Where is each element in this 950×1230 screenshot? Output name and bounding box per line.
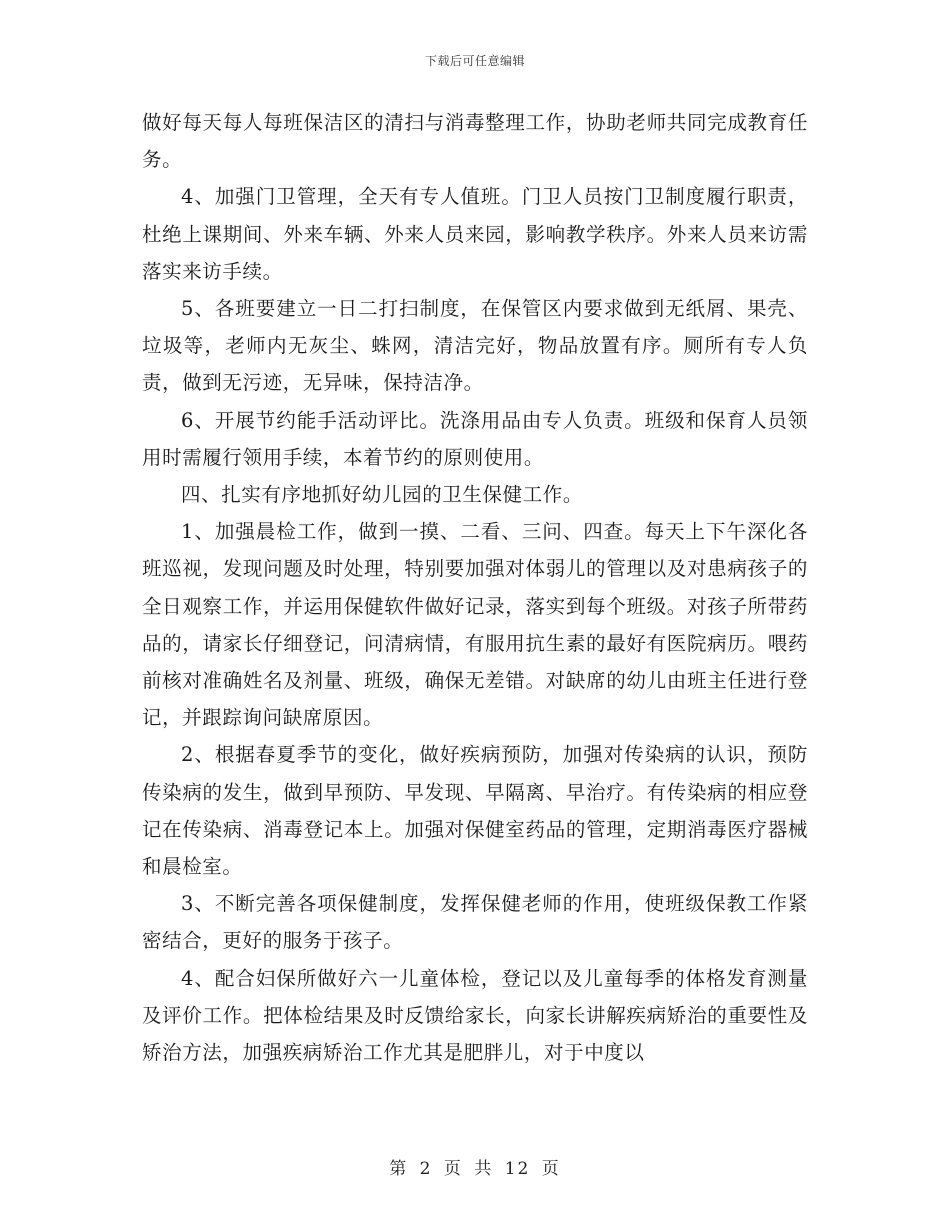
- paragraph-8: 3、不断完善各项保健制度，发挥保健老师的作用，使班级保教工作紧密结合，更好的服务于孩子。: [142, 892, 808, 953]
- section-heading: 四、扎实有序地抓好幼儿园的卫生保健工作。: [181, 483, 584, 507]
- document-body: [142, 104, 808, 1071]
- page-number: 第 2 页 共 12 页: [389, 1159, 561, 1179]
- paragraph-4: 6、开展节约能手活动评比。洗涤用品由专人负责。班级和保育人员领用时需履行领用手续，本着节约的原则使用。: [142, 408, 808, 469]
- paragraph-2: 4、加强门卫管理，全天有专人值班。门卫人员按门卫制度履行职责，杜绝上课期间、外来车辆、外来人员来园，影响教学秩序。外来人员来访需落实来访手续。: [142, 185, 808, 283]
- paragraph-9: 4、配合妇保所做好六一儿童体检，登记以及儿童每季的体格发育测量及评价工作。把体检结果及时反馈给家长，向家长讲解疾病矫治的重要性及矫治方法，加强疾病矫治工作尤其是肥胖儿，对于中度以: [142, 966, 808, 1065]
- paragraph-7: 2、根据春夏季节的变化，做好疾病预防，加强对传染病的认识，预防传染病的发生，做到早预防、早发现、早隔离、早治疗。有传染病的相应登记在传染病、消毒登记本上。加强对保健室药品的管理，定期消毒医疗器械和晨检室。: [142, 743, 808, 879]
- page-header: 下载后可任意编辑: [424, 54, 525, 68]
- paragraph-3: 5、各班要建立一日二打扫制度，在保管区内要求做到无纸屑、果壳、垃圾等，老师内无灰尘、蛛网，清洁完好，物品放置有序。厕所有专人负责，做到无污迹，无异味，保持洁净。: [142, 297, 808, 395]
- paragraph-1: 做好每天每人每班保洁区的清扫与消毒整理工作，协助老师共同完成教育任务。: [142, 111, 808, 172]
- paragraph-6: 1、加强晨检工作，做到一摸、二看、三问、四查。每天上下午深化各班巡视，发现问题及时处理，特别要加强对体弱儿的管理以及对患病孩子的全日观察工作，并运用保健软件做好记录，落实到每个班级。对孩子所带药品的，请家长仔细登记，问清病情，有服用抗生素的最好有医院病历。喂药前核对准确姓名及剂量、班级，确保无差错。对缺席的幼儿由班主任进行登记，并跟踪询问缺席原因。: [142, 520, 808, 730]
